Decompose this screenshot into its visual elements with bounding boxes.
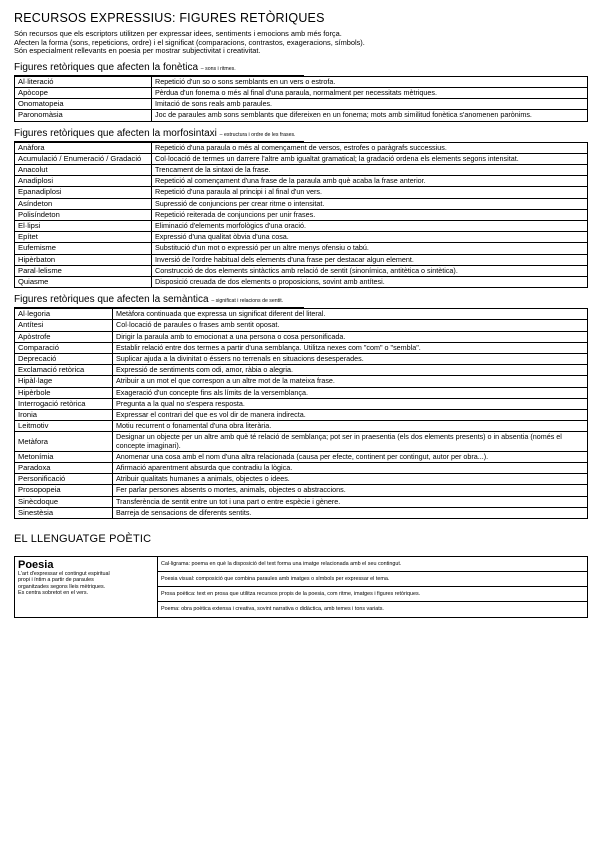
table-row	[15, 99, 588, 110]
sections-container	[14, 62, 588, 519]
figure-term: Leitmotiv	[15, 421, 113, 432]
figure-term: Hipèrbaton	[15, 254, 152, 265]
table-row	[15, 209, 588, 220]
table-row	[15, 221, 588, 232]
figure-term: Polisíndeton	[15, 209, 152, 220]
table-row	[15, 142, 588, 153]
table-row	[15, 421, 588, 432]
poesia-type-row: Cal·ligrama: poema en què la disposició del text forma una imatge relacionada amb el seu contingut.	[158, 557, 587, 572]
figure-definition: Supressió de conjuncions per crear ritme o intensitat.	[152, 198, 588, 209]
poesia-desc-line: organitzades segons lleis mètriques.	[18, 583, 106, 590]
figure-definition: Fer parlar persones absents o mortes, animals, objectes o abstraccions.	[113, 485, 588, 496]
poesia-type-row: Poema: obra poètica extensa i creativa, sovint narrativa o didàctica, amb temes i tons variats.	[161, 606, 384, 613]
figure-term: Paradoxa	[15, 463, 113, 474]
table-row	[15, 485, 588, 496]
section-heading	[14, 128, 304, 142]
figure-definition: Repetició d'una paraula o més al començament de versos, estrofes o paràgrafs successius.	[152, 142, 588, 153]
figure-definition: Dirigir la paraula amb to emocionat a una persona o cosa personificada.	[113, 331, 588, 342]
figure-term: Hipàl·lage	[15, 376, 113, 387]
figure-term: Anadiplosi	[15, 176, 152, 187]
figure-term: Epanadiplosi	[15, 187, 152, 198]
figure-term: Asíndeton	[15, 198, 152, 209]
figure-term: Paral·lelisme	[15, 265, 152, 276]
table-row	[15, 254, 588, 265]
figure-term: Metàfora	[15, 432, 113, 451]
section-heading-note: – sons i ritmes.	[200, 65, 236, 72]
table-row	[15, 410, 588, 421]
figure-definition: Pèrdua d'un fonema o més al final d'una paraula, normalment per necessitats mètriques.	[152, 87, 588, 98]
figure-term: Quiasme	[15, 277, 152, 288]
poetic-language-title: EL LLENGUATGE POÈTIC	[14, 533, 152, 546]
figure-definition: Substitució d'un mot o expressió per un altre menys ofensiu o tabú.	[152, 243, 588, 254]
table-row	[15, 232, 588, 243]
figure-definition: Joc de paraules amb sons semblants que difereixen en un fonema; mots amb similitud fonètica s'anomenen parònims.	[152, 110, 588, 121]
table-row	[15, 507, 588, 518]
table-row	[15, 365, 588, 376]
figure-definition: Atribuir a un mot el que correspon a un altre mot de la mateixa frase.	[113, 376, 588, 387]
figure-definition: Transferència de sentit entre un tot i una part o entre espècie i gènere.	[113, 496, 588, 507]
table-row	[15, 165, 588, 176]
poesia-type-row: Prosa poètica: text en prosa que utilitza recursos propis de la poesia, com ritme, imatges i figures retòriques.	[158, 587, 587, 602]
table-row	[15, 243, 588, 254]
section-heading-text: Figures retòriques que afecten la morfosintaxi	[14, 127, 217, 139]
figure-term: Exclamació retòrica	[15, 365, 113, 376]
figure-term: Epítet	[15, 232, 152, 243]
table-row	[15, 342, 588, 353]
intro-line: Afecten la forma (sons, repeticions, ordre) i el significat (comparacions, contrastos, exageracions, símbols).	[14, 37, 365, 47]
table-row	[15, 474, 588, 485]
figure-definition: Barreja de sensacions de diferents sentits.	[113, 507, 588, 518]
figure-term: Apòstrofe	[15, 331, 113, 342]
table-row	[15, 309, 588, 320]
figure-definition: Disposició creuada de dos elements o proposicions, sovint amb antítesi.	[152, 277, 588, 288]
table-row	[15, 87, 588, 98]
poesia-desc-line: Es centra sobretot en el vers.	[18, 589, 89, 596]
figures-table	[14, 308, 588, 519]
figure-definition: Col·locació de paraules o frases amb sentit oposat.	[113, 320, 588, 331]
figure-term: Personificació	[15, 474, 113, 485]
figure-term: Hipèrbole	[15, 387, 113, 398]
figure-term: Ironia	[15, 410, 113, 421]
table-row	[15, 376, 588, 387]
table-row	[15, 198, 588, 209]
figure-definition: Inversió de l'ordre habitual dels elements d'una frase per destacar algun element.	[152, 254, 588, 265]
table-row	[15, 110, 588, 121]
figure-term: Anàfora	[15, 142, 152, 153]
table-row	[15, 451, 588, 462]
figure-definition: Expressió d'una qualitat òbvia d'una cosa.	[152, 232, 588, 243]
table-row	[15, 320, 588, 331]
poesia-types	[158, 557, 587, 617]
figure-definition: Motiu recurrent o fonamental d'una obra literària.	[113, 421, 588, 432]
figure-definition: Exageració d'un concepte fins als límits de la versemblança.	[113, 387, 588, 398]
figure-definition: Construcció de dos elements sintàctics amb relació de sentit (sinonímica, antitètica o sintètica).	[152, 265, 588, 276]
table-row	[15, 387, 588, 398]
intro-line: Són recursos que els escriptors utilitzen per expressar idees, sentiments i emocions amb més força.	[14, 29, 342, 38]
table-row	[15, 496, 588, 507]
section-heading-note: – significat i relacions de sentit.	[211, 298, 284, 305]
figure-definition: Pregunta a la qual no s'espera resposta.	[113, 398, 588, 409]
page-title: RECURSOS EXPRESSIUS: FIGURES RETÒRIQUES	[14, 11, 325, 25]
figure-definition: Anomenar una cosa amb el nom d'una altra relacionada (causa per efecte, continent per contingut, autor per obra...).	[113, 451, 588, 462]
figure-term: Metonímia	[15, 451, 113, 462]
intro-paragraph	[14, 30, 588, 56]
figure-definition: Metàfora continuada que expressa un significat diferent del literal.	[113, 309, 588, 320]
figure-term: Paronomàsia	[15, 110, 152, 121]
figure-definition: Trencament de la sintaxi de la frase.	[152, 165, 588, 176]
figure-definition: Repetició reiterada de conjuncions per unir frases.	[152, 209, 588, 220]
figure-term: Interrogació retòrica	[15, 398, 113, 409]
table-row	[15, 277, 588, 288]
intro-line: Són especialment rellevants en poesia per mostrar subjectivitat i creativitat.	[14, 46, 261, 56]
poesia-desc-line: L'art d'expressar el contingut espiritual	[18, 571, 110, 578]
section-heading-text: Figures retòriques que afecten la fonètica	[14, 61, 198, 73]
document-page	[14, 10, 588, 618]
poesia-box	[14, 556, 588, 618]
figure-definition: Imitació de sons reals amb paraules.	[152, 99, 588, 110]
figure-definition: Suplicar ajuda a la divinitat o éssers no terrenals en situacions desesperades.	[113, 354, 588, 365]
figure-term: Al·legoria	[15, 309, 113, 320]
table-row	[15, 265, 588, 276]
figure-term: Sinestèsia	[15, 507, 113, 518]
table-row	[15, 463, 588, 474]
figure-definition: Eliminació d'elements morfològics d'una oració.	[152, 221, 588, 232]
figure-term: Al·literació	[15, 76, 152, 87]
figure-term: Sinècdoque	[15, 496, 113, 507]
poesia-type-row: Poesia visual: composició que combina paraules amb imatges o símbols per expressar el tema.	[158, 572, 587, 587]
section-heading-text: Figures retòriques que afecten la semàntica	[14, 294, 209, 306]
figure-definition: Expressar el contrari del que es vol dir de manera indirecta.	[113, 410, 588, 421]
table-row	[15, 354, 588, 365]
figure-term: Acumulació / Enumeració / Gradació	[15, 153, 152, 164]
figure-definition: Repetició al començament d'una frase de la paraula amb què acaba la frase anterior.	[152, 176, 588, 187]
figure-term: Prosopopeia	[15, 485, 113, 496]
poesia-title: Poesia	[18, 559, 54, 572]
table-row	[15, 398, 588, 409]
poesia-definition	[15, 557, 158, 617]
figures-table	[14, 76, 588, 122]
figure-definition: Establir relació entre dos termes a partir d'una semblança. Utilitza nexes com "com" o "sembla".	[113, 342, 588, 353]
figure-term: Apòcope	[15, 87, 152, 98]
figure-definition: Col·locació de termes un darrere l'altre amb igualtat gramatical; la gradació ordena els elements segons intensitat.	[152, 153, 588, 164]
table-row	[15, 187, 588, 198]
poesia-desc	[18, 571, 154, 596]
figure-term: Antítesi	[15, 320, 113, 331]
figure-definition: Repetició d'una paraula al principi i al final d'un vers.	[152, 187, 588, 198]
section-heading	[14, 62, 304, 76]
figure-definition: Atribuir qualitats humanes a animals, objectes o idees.	[113, 474, 588, 485]
table-row	[15, 76, 588, 87]
figure-definition: Expressió de sentiments com odi, amor, ràbia o alegria.	[113, 365, 588, 376]
section-heading-note: – estructura i ordre de les frases.	[219, 131, 296, 138]
figure-term: Anacolut	[15, 165, 152, 176]
section-heading	[14, 294, 304, 308]
poesia-desc-line: propi i íntim a partir de paraules	[18, 577, 94, 584]
figure-definition: Afirmació aparentment absurda que contradiu la lògica.	[113, 463, 588, 474]
figure-definition: Designar un objecte per un altre amb què té relació de semblança; pot ser in praesentia (els dos elements presents) o in absentia (només el concepte imaginari).	[113, 432, 588, 451]
figure-term: Deprecació	[15, 354, 113, 365]
figure-definition: Repetició d'un so o sons semblants en un vers o estrofa.	[152, 76, 588, 87]
figures-table	[14, 142, 588, 289]
figure-term: El·lipsi	[15, 221, 152, 232]
table-row	[15, 432, 588, 451]
table-row	[15, 331, 588, 342]
table-row	[15, 153, 588, 164]
table-row	[15, 176, 588, 187]
figure-term: Comparació	[15, 342, 113, 353]
figure-term: Eufemisme	[15, 243, 152, 254]
figure-term: Onomatopeia	[15, 99, 152, 110]
